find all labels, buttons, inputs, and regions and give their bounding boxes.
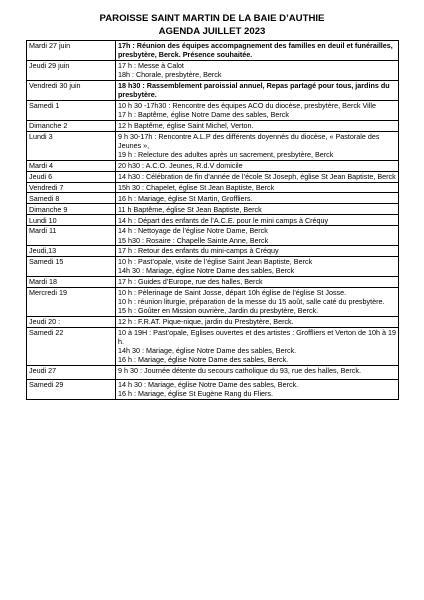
agenda-row: [27, 256, 399, 276]
parish-title: PAROISSE SAINT MARTIN DE LA BAIE D’AUTHIE: [99, 13, 325, 24]
agenda-entry: 14 h : Nettoyage de l’église Notre Dame, Berck: [118, 226, 268, 236]
agenda-description: [116, 256, 399, 276]
agenda-entry: 9 h 30 : Journée détente du secours catholique du 93, rue des halles, Berck.: [118, 366, 361, 376]
agenda-description: [116, 204, 399, 215]
agenda-row: [27, 204, 399, 215]
agenda-entry: 16 h : Mariage, église St Martin, Groffliers.: [118, 193, 253, 203]
agenda-description: [116, 215, 399, 226]
agenda-entry: 17 h : Baptême, église Notre Dame des sables, Berck: [118, 110, 289, 120]
agenda-row: [27, 215, 399, 226]
agenda-entry: 14 h : Départ des enfants de l’A.C.E. pour le mini camps à Créquy: [118, 215, 329, 225]
agenda-description: [116, 100, 399, 120]
agenda-entry: 17 h : Retour des enfants du mini-camps à Créquy: [118, 246, 279, 256]
agenda-description: [116, 327, 399, 365]
agenda-description: [116, 316, 399, 327]
agenda-description: [116, 131, 399, 160]
agenda-description: [116, 246, 399, 257]
agenda-entry: 9 h 30-17h : Rencontre A.L.P des différents doyennés du diocèse, « Pastorale des Jeunes »,: [118, 132, 380, 151]
agenda-row: [27, 379, 399, 399]
agenda-description: [116, 276, 399, 287]
agenda-date: Mardi 18: [27, 276, 116, 287]
agenda-date: Dimanche 9: [27, 204, 116, 215]
agenda-entry: 10 h : réunion liturgie, préparation de la messe du 15 août, salle caté du presbytère.: [118, 297, 385, 307]
agenda-table: [26, 40, 399, 400]
agenda-row: [27, 193, 399, 204]
agenda-date: Jeudi 20 :: [27, 316, 116, 327]
agenda-row: [27, 327, 399, 365]
agenda-date: Lundi 10: [27, 215, 116, 226]
agenda-date: Lundi 3: [27, 131, 116, 160]
agenda-description: [116, 60, 399, 80]
agenda-entry: 11 h Baptême, église St Jean Baptiste, Berck: [118, 204, 262, 214]
agenda-entry: 10 à 19H : Past’opale, Eglises ouvertes et des artistes : Groffliers et Verton de 10h à 19 h.: [118, 328, 396, 347]
agenda-entry: 15 h30 : Rosaire : Chapelle Sainte Anne, Berck: [118, 235, 269, 245]
agenda-description: [116, 41, 399, 61]
agenda-entry: 14 h30 : Célébration de fin d’année de l’école St Joseph, église St Jean Baptiste, Berck: [118, 172, 396, 182]
agenda-entry: 19 h : Relecture des adultes après un sacrement, presbytère, Berck: [118, 150, 334, 160]
agenda-row: [27, 226, 399, 246]
agenda-entry: 16 h : Mariage, église St Eugène Rang du Fliers.: [118, 389, 274, 399]
agenda-date: Samedi 22: [27, 327, 116, 365]
agenda-body: [27, 41, 399, 400]
agenda-description: [116, 287, 399, 316]
agenda-entry: 10 h : Past’opale, visite de l’église Saint Jean Baptiste, Berck: [118, 257, 313, 267]
agenda-entry: 10 h 30 -17h30 : Rencontre des équipes ACO du diocèse, presbytère, Berck Ville: [118, 101, 376, 111]
agenda-row: [27, 80, 399, 100]
agenda-entry: 18h : Chorale, presbytère, Berck: [118, 70, 222, 80]
agenda-entry: 14h 30 : Mariage, église Notre Dame des sables, Berck.: [118, 346, 297, 356]
agenda-row: [27, 365, 399, 379]
agenda-entry: 17 h : Guides d’Europe, rue des halles, Berck: [118, 277, 263, 287]
agenda-description: [116, 182, 399, 193]
agenda-date: Vendredi 30 juin: [27, 80, 116, 100]
agenda-description: [116, 120, 399, 131]
agenda-date: Samedi 1: [27, 100, 116, 120]
agenda-row: [27, 246, 399, 257]
agenda-entry: 20 h30 : A.C.O. Jeunes, R.d.V domicile: [118, 161, 243, 171]
agenda-date: Jeudi 6: [27, 171, 116, 182]
agenda-date: Jeudi 29 juin: [27, 60, 116, 80]
agenda-entry: 17 h : Messe à Calot: [118, 61, 184, 71]
agenda-row: [27, 316, 399, 327]
agenda-date: Jeudi 27: [27, 365, 116, 379]
agenda-date: Samedi 15: [27, 256, 116, 276]
agenda-date: Mardi 11: [27, 226, 116, 246]
agenda-entry: 15h 30 : Chapelet, église St Jean Baptiste, Berck: [118, 182, 275, 192]
agenda-date: Samedi 29: [27, 379, 116, 399]
agenda-row: [27, 41, 399, 61]
agenda-entry: 16 h : Mariage, église Notre Dame des sables, Berck.: [118, 355, 289, 365]
agenda-row: [27, 287, 399, 316]
agenda-date: Dimanche 2: [27, 120, 116, 131]
agenda-entry: [118, 375, 396, 378]
agenda-entry: 17h : Réunion des équipes accompagnement des familles en deuil et funérailles, presbytère, Berck. Présence souhaitée.: [118, 41, 393, 60]
agenda-description: [116, 379, 399, 399]
agenda-title: AGENDA JUILLET 2023: [158, 26, 266, 37]
agenda-entry: 10 h : Pèlerinage de Saint Josse, départ 10h église de l’église St Josse.: [118, 288, 347, 298]
agenda-row: [27, 182, 399, 193]
agenda-date: Vendredi 7: [27, 182, 116, 193]
agenda-entry: 14h 30 : Mariage, église Notre Dame des sables, Berck: [118, 266, 295, 276]
agenda-entry: 12 h : F.R.AT. Pique-nique, jardin du Presbytère, Berck.: [118, 317, 294, 327]
agenda-entry: 18 h30 : Rassemblement paroissial annuel, Repas partagé pour tous, jardins du presbytère.: [118, 81, 390, 100]
agenda-entry: 14 h 30 : Mariage, église Notre Dame des sables, Berck.: [118, 380, 299, 390]
agenda-row: [27, 131, 399, 160]
agenda-entry: 12 h Baptême, église Saint Michel, Verton.: [118, 121, 254, 131]
agenda-row: [27, 160, 399, 171]
agenda-row: [27, 276, 399, 287]
agenda-description: [116, 171, 399, 182]
agenda-date: Mardi 4: [27, 160, 116, 171]
agenda-row: [27, 120, 399, 131]
agenda-row: [27, 100, 399, 120]
agenda-description: [116, 193, 399, 204]
agenda-date: Jeudi,13: [27, 246, 116, 257]
agenda-date: Samedi 8: [27, 193, 116, 204]
agenda-row: [27, 171, 399, 182]
agenda-row: [27, 60, 399, 80]
agenda-description: [116, 80, 399, 100]
agenda-description: [116, 365, 399, 379]
agenda-description: [116, 226, 399, 246]
agenda-description: [116, 160, 399, 171]
agenda-date: Mardi 27 juin: [27, 41, 116, 61]
agenda-date: Mercredi 19: [27, 287, 116, 316]
agenda-entry: 15 h : Goûter en Mission ouvrière, Jardin du presbytère, Berck.: [118, 306, 319, 316]
